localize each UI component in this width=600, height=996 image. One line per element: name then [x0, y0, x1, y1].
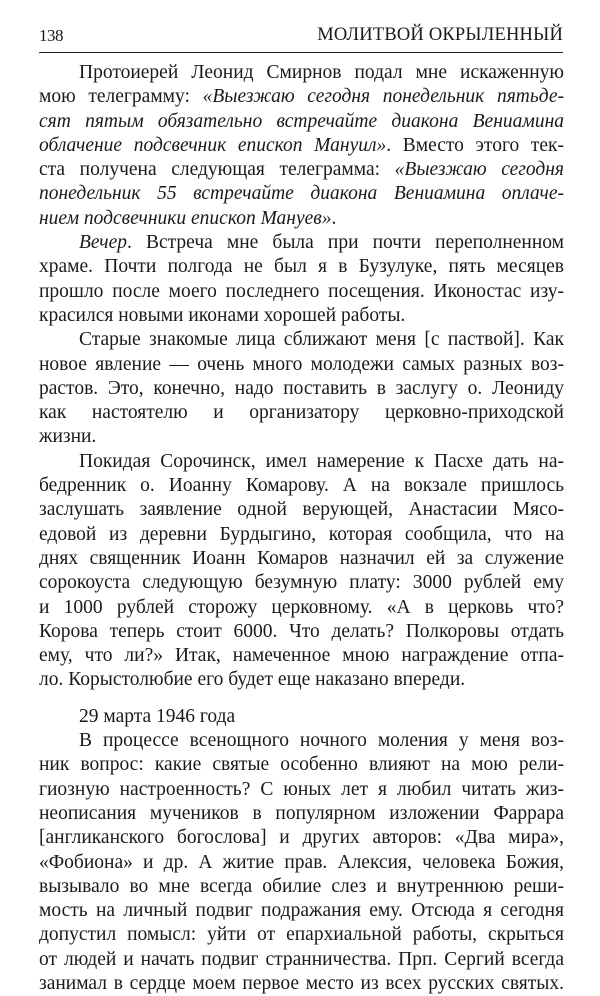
section-gap — [39, 693, 564, 705]
line-text: неописания мучеников в популярном изложении Фаррара — [39, 802, 564, 824]
text-line — [39, 377, 564, 401]
line-text: от людей и начать подвиг странничества. Прп. Сергий всегда — [39, 948, 564, 970]
line-text: растов. Это, конечно, надо поставить в заслугу о. Леониду — [39, 377, 564, 399]
line-text: мою телеграмму: — [39, 86, 203, 108]
text-line — [39, 596, 564, 620]
line-text: Протоиерей Леонид Смирнов подал мне искаженную — [79, 62, 564, 83]
text-line — [39, 353, 564, 377]
text-line — [39, 644, 564, 668]
line-text: Старые знакомые лица сближают меня [с паствой]. Как — [79, 329, 564, 351]
line-text: вызывало во мне всегда обилие слез и внутреннюю реши- — [39, 875, 564, 897]
line-text: . Встреча мне была при почти переполненном — [127, 232, 564, 254]
text-line — [39, 802, 564, 826]
line-text: днях священник Иоанн Комаров назначил ей за служение — [39, 547, 564, 569]
line-italic-text: Вечер — [79, 232, 128, 254]
text-line — [39, 620, 564, 644]
line-text: допустил помысл: уйти от епархиальной работы, скрыться — [39, 924, 564, 946]
text-line — [39, 85, 564, 109]
text-line — [39, 255, 564, 279]
line-text: заслушать заявление одной верующей, Анастасии Мясо- — [39, 499, 564, 521]
line-text: жизни. — [39, 426, 97, 448]
line-italic-text: «Выезжаю сегодня понедельник пятьде- — [202, 86, 565, 108]
line-text: храме. Почти полгода не был я в Бузулуке, пять месяцев — [39, 256, 564, 278]
line-text: занимал в сердце моем первое место из всех русских святых. — [39, 972, 564, 994]
text-line — [39, 182, 564, 206]
line-text: гиозную настроенность? С юных лет я любил читать жиз- — [39, 778, 564, 800]
line-text: как настоятелю и организатору церковно-приходской — [39, 402, 564, 424]
line-text: сорокоуста следующую безумную плату: 3000 рублей ему — [39, 572, 564, 594]
text-line — [39, 474, 564, 498]
line-text: В процессе всенощного ночного моления у меня воз- — [79, 730, 564, 752]
text-line — [39, 753, 564, 777]
line-italic-text: нием подсвечники епископ Мануев» — [39, 207, 332, 229]
text-line — [39, 826, 564, 850]
text-line — [39, 207, 564, 231]
text-line — [39, 523, 564, 547]
text-line — [39, 547, 564, 571]
line-italic-text: облачение подсвечник епископ Мануил» — [39, 134, 387, 156]
line-text: мость на личный подвиг подражания ему. Отсюда я сегодня — [39, 900, 564, 922]
text-line — [39, 328, 564, 352]
line-text: ло. Корыстолюбие его будет еще наказано впереди. — [39, 669, 466, 691]
page-body — [39, 61, 564, 996]
text-line — [39, 972, 564, 996]
line-text: прошло после моего последнего посещения. Иконостас изу- — [39, 280, 564, 302]
text-line — [39, 450, 564, 474]
line-italic-text: понедельник 55 встречайте диакона Вениамина оплаче- — [39, 183, 564, 205]
line-text: ста получена следующая телеграмма: — [39, 159, 395, 181]
text-line — [39, 231, 564, 255]
text-line — [39, 134, 564, 158]
text-line — [39, 280, 564, 304]
text-block-before-date — [39, 61, 564, 693]
text-block-after-date — [39, 729, 564, 996]
line-text: бедренник о. Иоанну Комарову. А на вокзале пришлось — [39, 475, 564, 497]
line-text: Покидая Сорочинск, имел намерение к Пасхе дать на- — [79, 450, 564, 472]
text-line — [39, 401, 564, 425]
text-line — [39, 899, 564, 923]
running-title: МОЛИТВОЙ ОКРЫЛЕННЫЙ — [317, 25, 563, 45]
line-italic-text: сят пятым обязательно встречайте диакона Вениамина — [39, 110, 564, 132]
page-number: 138 — [39, 26, 63, 45]
line-italic-text: «Выезжаю сегодня — [394, 159, 564, 181]
text-line — [39, 158, 564, 182]
text-line — [39, 729, 564, 753]
line-text: Корова теперь стоит 6000. Что делать? Полкоровы отдать — [39, 620, 564, 642]
line-text: красился новыми иконами хорошей работы. — [39, 304, 406, 326]
line-text: едовой из деревни Бурдыгино, которая сообщила, что на — [39, 523, 564, 545]
text-line — [39, 923, 564, 947]
line-text: и 1000 рублей сторожу церковному. «А в церковь что? — [39, 596, 564, 618]
line-text: . — [331, 207, 337, 229]
text-line — [39, 498, 564, 522]
line-text: ник вопрос: какие святые особенно влияют на мою рели- — [39, 754, 564, 776]
text-line — [39, 571, 564, 595]
line-text: [англиканского богослова] и других авторов: «Два мира», — [39, 827, 564, 849]
page-header — [39, 20, 563, 53]
text-line — [39, 851, 564, 875]
line-text: . Вместо этого тек- — [386, 134, 564, 156]
date-heading: 29 марта 1946 года — [79, 705, 236, 727]
text-line — [39, 61, 564, 85]
text-line — [39, 304, 564, 328]
line-text: «Фобиона» и др. А житие прав. Алексия, человека Божия, — [39, 851, 564, 873]
text-line — [39, 110, 564, 134]
text-line — [39, 875, 564, 899]
line-text: ему, что ли?» Итак, намеченное мною награждение отпа- — [39, 645, 564, 667]
text-line — [39, 778, 564, 802]
line-text: новое явление — очень много молодежи самых разных воз- — [39, 353, 564, 375]
text-line — [39, 425, 564, 449]
text-line — [39, 668, 564, 692]
